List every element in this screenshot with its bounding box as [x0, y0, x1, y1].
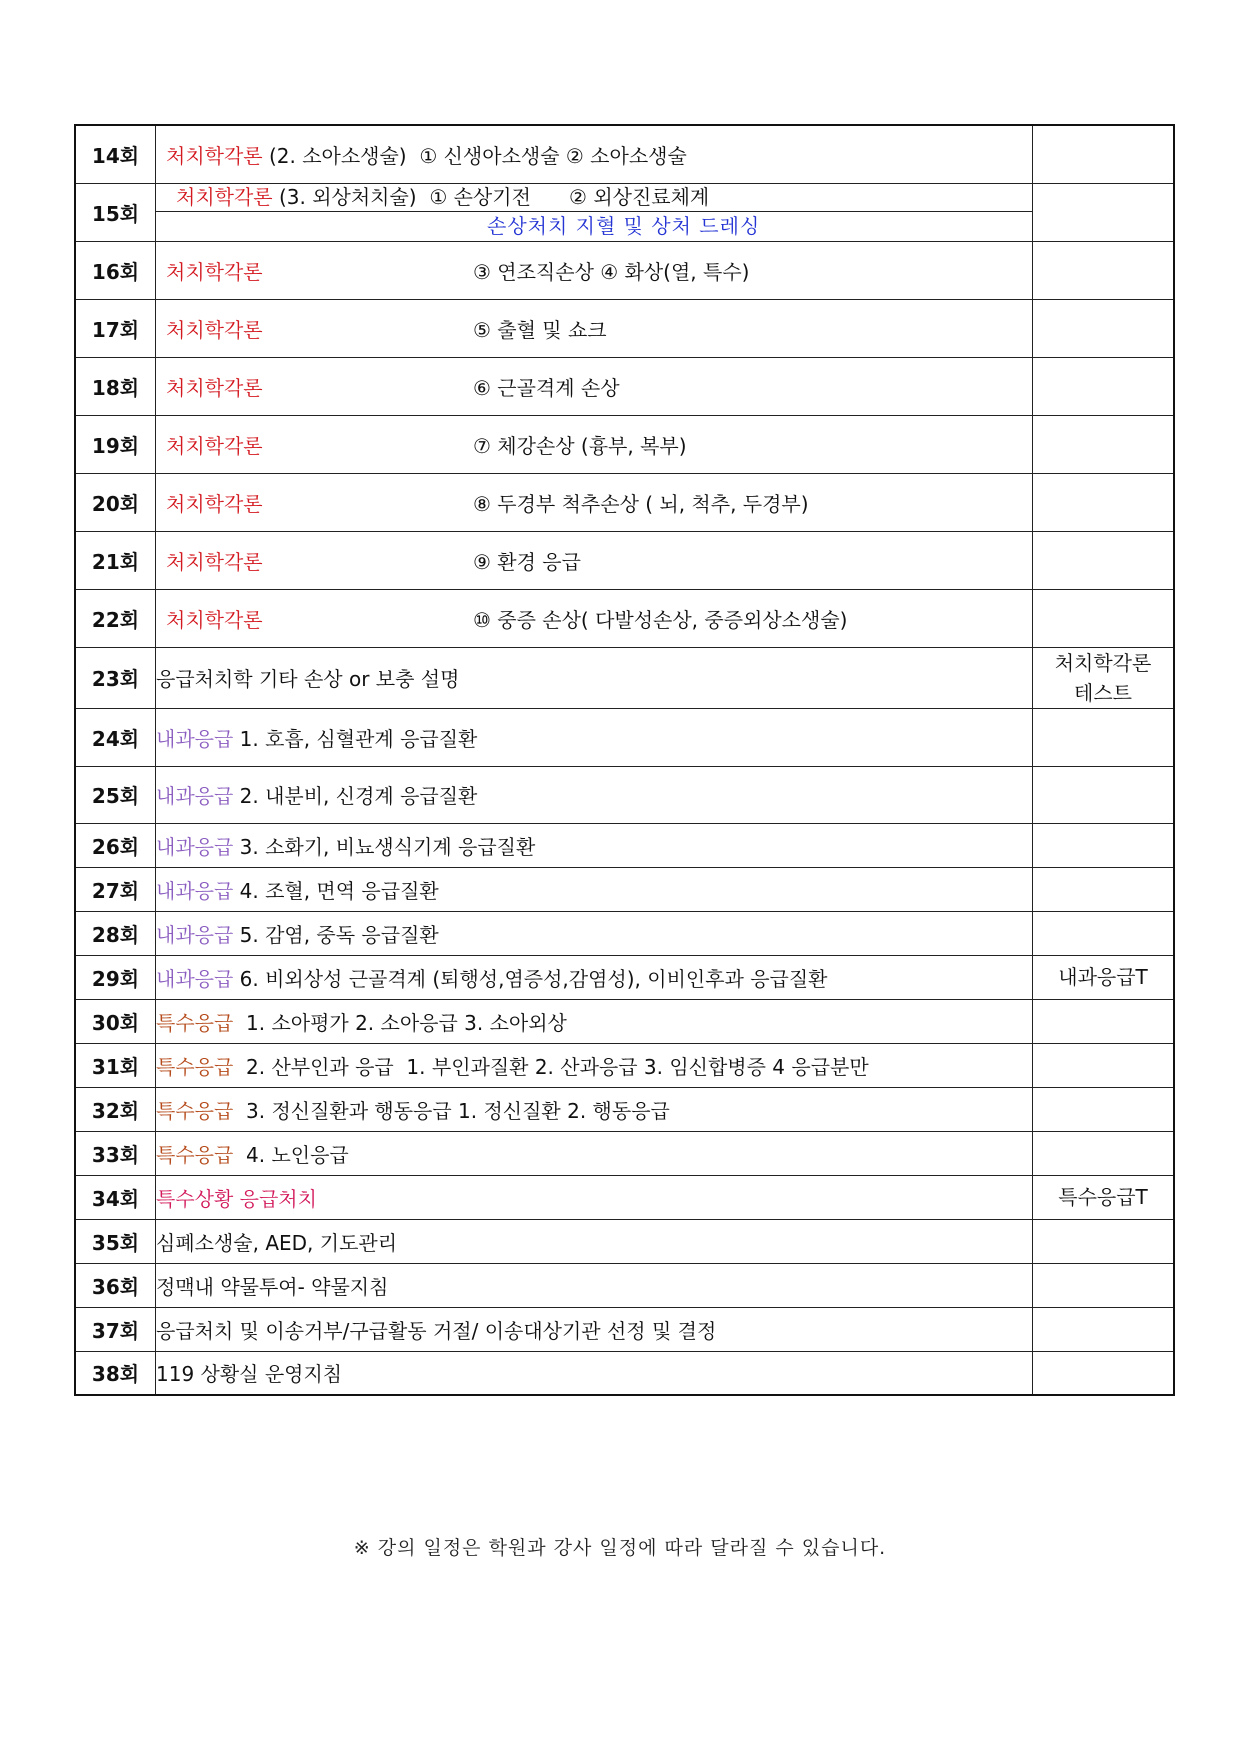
session-content — [156, 1131, 1033, 1175]
table-row — [75, 531, 1174, 589]
session-topic: 4. 조혈, 면역 응급질환 — [239, 878, 439, 903]
session-note — [1033, 823, 1175, 867]
session-content — [156, 1043, 1033, 1087]
session-number: 33회 — [75, 1131, 156, 1175]
session-note — [1033, 1131, 1175, 1175]
session-note — [1033, 999, 1175, 1043]
session-topic: 1. 호흡, 심혈관계 응급질환 — [239, 726, 478, 751]
session-note — [1033, 1087, 1175, 1131]
table-row — [75, 955, 1174, 999]
session-topic: ③ 연조직손상 ④ 화상(열, 특수) — [473, 259, 750, 284]
session-number: 22회 — [75, 589, 156, 647]
session-content — [156, 125, 1033, 183]
session-note — [1033, 1043, 1175, 1087]
session-content — [156, 299, 1033, 357]
session-note — [1033, 357, 1175, 415]
session-content — [156, 1087, 1033, 1131]
session-note — [1033, 1351, 1175, 1395]
table-row — [75, 473, 1174, 531]
session-number: 28회 — [75, 911, 156, 955]
session-topic: 심폐소생술, AED, 기도관리 — [156, 1230, 398, 1255]
session-note — [1033, 299, 1175, 357]
session-content — [156, 473, 1033, 531]
session-topic: ⑤ 출혈 및 쇼크 — [473, 317, 607, 342]
category-label: 처치학각론 — [166, 317, 263, 342]
table-row — [75, 999, 1174, 1043]
session-note — [1033, 183, 1175, 241]
session-content — [156, 531, 1033, 589]
session-number: 20회 — [75, 473, 156, 531]
session-content — [156, 357, 1033, 415]
table-row — [75, 183, 1174, 241]
table-row — [75, 1087, 1174, 1131]
session-topic: 5. 감염, 중독 응급질환 — [239, 922, 439, 947]
category-label: 처치학각론 — [166, 491, 263, 516]
note-line-2: 테스트 — [1074, 680, 1132, 705]
session-content — [156, 589, 1033, 647]
category-label: 특수응급 — [156, 1054, 234, 1079]
category-label: 처치학각론 — [166, 143, 263, 168]
session-content — [156, 823, 1033, 867]
session-number: 31회 — [75, 1043, 156, 1087]
category-label: 내과응급 — [156, 922, 234, 947]
session-note — [1033, 766, 1175, 823]
session-note — [1033, 415, 1175, 473]
session-topic: 119 상황실 운영지침 — [156, 1362, 343, 1387]
session-note — [1033, 1263, 1175, 1307]
session-number: 37회 — [75, 1307, 156, 1351]
session-topic: 1. 소아평가 2. 소아응급 3. 소아외상 — [239, 1010, 567, 1035]
session-number: 36회 — [75, 1263, 156, 1307]
table-row — [75, 1351, 1174, 1395]
table-row — [75, 299, 1174, 357]
session-topic: 2. 내분비, 신경계 응급질환 — [239, 784, 478, 808]
table-row — [75, 125, 1174, 183]
session-topic: 응급처치학 기타 손상 or 보충 설명 — [156, 667, 460, 691]
session-topic: 6. 비외상성 근골격계 (퇴행성,염증성,감염성), 이비인후과 응급질환 — [239, 966, 828, 991]
session-number: 38회 — [75, 1351, 156, 1395]
session-topic: ⑥ 근골격계 손상 — [473, 375, 620, 400]
session-number: 24회 — [75, 708, 156, 766]
table-row — [75, 1131, 1174, 1175]
session-content — [156, 183, 1033, 241]
category-label: 내과응급 — [156, 726, 234, 751]
category-label: 특수응급 — [156, 1142, 234, 1167]
table-row — [75, 415, 1174, 473]
session-number: 21회 — [75, 531, 156, 589]
session-note — [1033, 473, 1175, 531]
session-note: 내과응급T — [1033, 955, 1175, 999]
session-number: 32회 — [75, 1087, 156, 1131]
category-label: 내과응급 — [156, 966, 234, 991]
category-label: 처치학각론 — [166, 607, 263, 632]
session-topic: 2. 산부인과 응급 1. 부인과질환 2. 산과응급 3. 임신합병증 4 응급분만 — [239, 1054, 869, 1079]
session-note — [1033, 708, 1175, 766]
session-number: 29회 — [75, 955, 156, 999]
session-content — [156, 1351, 1033, 1395]
category-label: 처치학각론 — [166, 549, 263, 574]
table-row — [75, 357, 1174, 415]
schedule-table — [74, 124, 1175, 1396]
table-row — [75, 1307, 1174, 1351]
session-topic: 3. 소화기, 비뇨생식기계 응급질환 — [239, 834, 536, 859]
session-topic: ⑦ 체강손상 (흉부, 복부) — [473, 433, 687, 458]
table-row — [75, 1219, 1174, 1263]
session-number: 26회 — [75, 823, 156, 867]
session-content — [156, 999, 1033, 1043]
session-number: 16회 — [75, 241, 156, 299]
session-number: 19회 — [75, 415, 156, 473]
category-label: 특수상황 응급처치 — [156, 1186, 317, 1211]
session-number: 23회 — [75, 647, 156, 708]
category-label: 특수응급 — [156, 1010, 234, 1035]
table-row — [75, 1043, 1174, 1087]
session-number: 35회 — [75, 1219, 156, 1263]
footer-note: ※ 강의 일정은 학원과 강사 일정에 따라 달라질 수 있습니다. — [353, 1537, 887, 1559]
table-row — [75, 241, 1174, 299]
session-number: 15회 — [75, 183, 156, 241]
session-number: 14회 — [75, 125, 156, 183]
category-label: 처치학각론 — [166, 259, 263, 284]
category-label: 처치학각론 — [166, 375, 263, 400]
session-topic: 응급처치 및 이송거부/구급활동 거절/ 이송대상기관 선정 및 결정 — [156, 1318, 717, 1343]
session-content — [156, 911, 1033, 955]
session-content — [156, 708, 1033, 766]
table-row — [75, 867, 1174, 911]
session-content — [156, 647, 1033, 708]
category-label: 내과응급 — [156, 878, 234, 903]
session-topic: 정맥내 약물투여- 약물지침 — [156, 1274, 389, 1299]
session-content — [156, 415, 1033, 473]
session-note: 특수응급T — [1033, 1175, 1175, 1219]
category-label: 내과응급 — [156, 784, 234, 808]
session-note — [1033, 589, 1175, 647]
session-content — [156, 241, 1033, 299]
session-number: 30회 — [75, 999, 156, 1043]
table-row — [75, 766, 1174, 823]
category-label: 특수응급 — [156, 1098, 234, 1123]
session-topic: (2. 소아소생술) ① 신생아소생술 ② 소아소생술 — [268, 143, 687, 168]
session-content — [156, 955, 1033, 999]
session-content — [156, 867, 1033, 911]
table-row — [75, 1263, 1174, 1307]
session-note — [1033, 241, 1175, 299]
session-note — [1033, 531, 1175, 589]
session-content — [156, 766, 1033, 823]
session-topic: ⑨ 환경 응급 — [473, 549, 581, 574]
session-content — [156, 1307, 1033, 1351]
session-content — [156, 1219, 1033, 1263]
session-number: 18회 — [75, 357, 156, 415]
session-number: 25회 — [75, 766, 156, 823]
table-row — [75, 911, 1174, 955]
session-number: 27회 — [75, 867, 156, 911]
session-number: 34회 — [75, 1175, 156, 1219]
table-row — [75, 708, 1174, 766]
table-row — [75, 823, 1174, 867]
session-subtopic: 손상처치 지혈 및 상처 드레싱 — [487, 213, 761, 238]
session-topic: (3. 외상처치술) ① 손상기전 ② 외상진료체계 — [278, 184, 710, 209]
note-line-1: 처치학각론 — [1054, 650, 1152, 675]
session-note — [1033, 1307, 1175, 1351]
session-note — [1033, 867, 1175, 911]
table-row — [75, 589, 1174, 647]
session-content — [156, 1263, 1033, 1307]
table-row — [75, 1175, 1174, 1219]
session-topic: 4. 노인응급 — [239, 1142, 349, 1167]
session-note — [1033, 911, 1175, 955]
session-number: 17회 — [75, 299, 156, 357]
session-topic: ⑧ 두경부 척추손상 ( 뇌, 척추, 두경부) — [473, 491, 809, 516]
session-topic: ⑩ 중증 손상( 다발성손상, 중증외상소생술) — [473, 607, 848, 632]
session-content — [156, 1175, 1033, 1219]
category-label: 처치학각론 — [166, 433, 263, 458]
category-label: 처치학각론 — [176, 184, 273, 209]
session-note — [1033, 647, 1175, 708]
category-label: 내과응급 — [156, 834, 234, 859]
session-note — [1033, 125, 1175, 183]
table-row — [75, 647, 1174, 708]
session-topic: 3. 정신질환과 행동응급 1. 정신질환 2. 행동응급 — [239, 1098, 670, 1123]
session-note — [1033, 1219, 1175, 1263]
